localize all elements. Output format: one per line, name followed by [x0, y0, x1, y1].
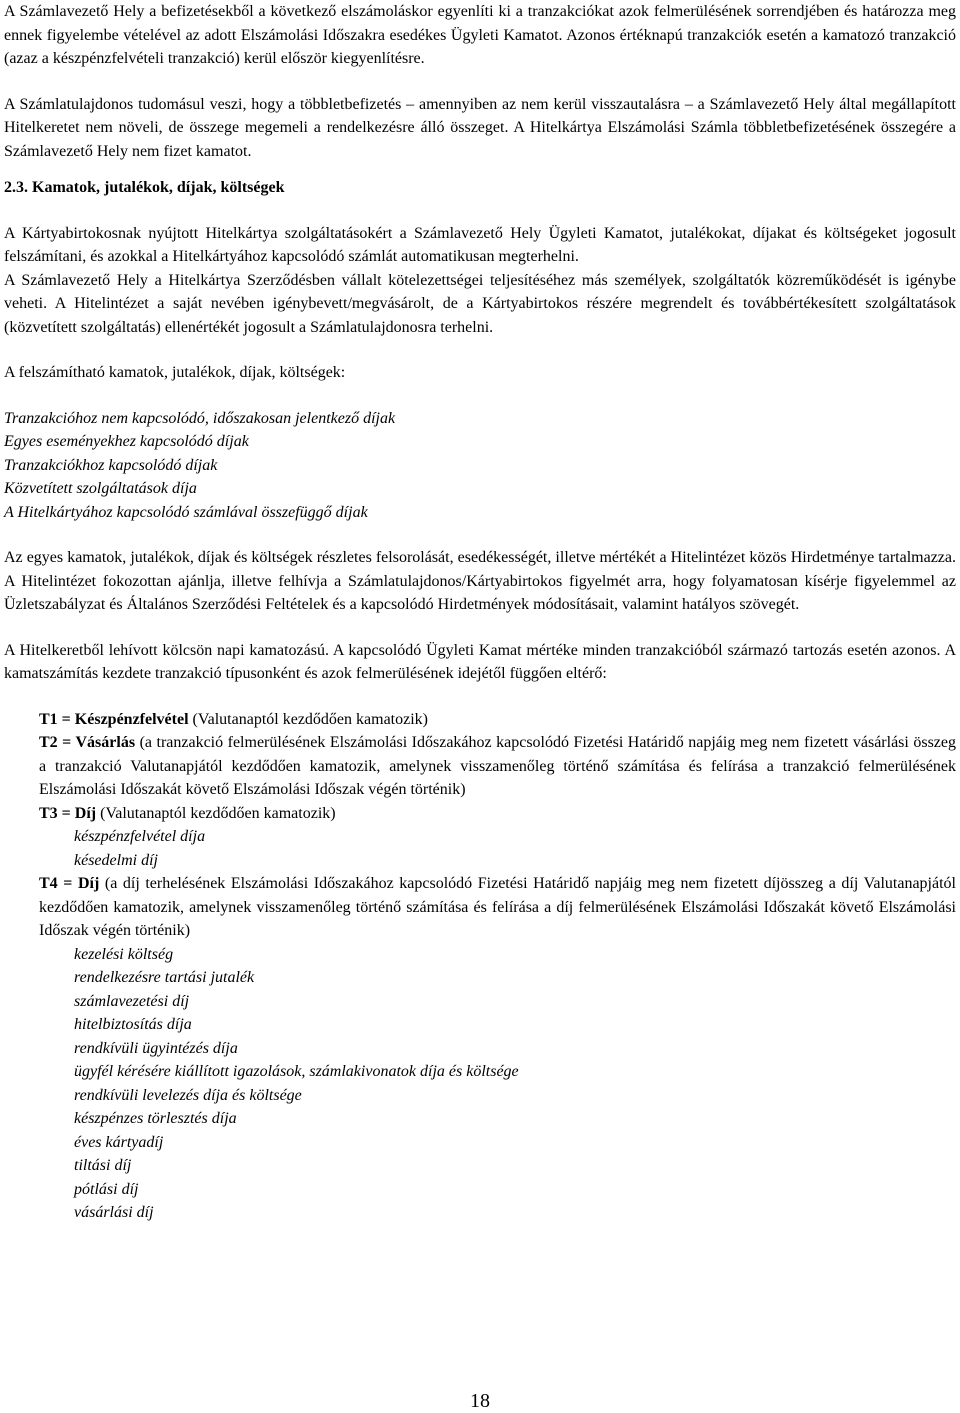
page-number: 18 [470, 1390, 490, 1412]
list-item: Tranzakciókhoz kapcsolódó díjak [4, 456, 218, 474]
list-item: pótlási díj [74, 1180, 139, 1198]
paragraph-intermediary-services: A Számlavezető Hely a Hitelkártya Szerződésben vállalt kötelezettségei teljesítéséhez más személyek, szolgáltatók közreműködését is igénybe veheti. A Hitelintézet a saját nevében igénybevett/megvásárolt, de a Kártyabirtokos részére megrendelt és továbbértékesített szolgáltatások (közvetített szolgáltatás) ellenértékét jogosult a Számlatulajdonosra terhelni. [4, 271, 956, 336]
paragraph-overpayment: A Számlatulajdonos tudomásul veszi, hogy a többletbefizetés – amennyiben az nem kerül visszautalásra – a Számlavezető Hely által megállapított Hitelkeretet nem növeli, de összege megemeli a rendelkezésre álló összeget. A Hitelkártya Elszámolási Számla többletbefizetésének összegére a Számlavezető Hely nem fizet kamatot. [4, 95, 956, 160]
transaction-type-list [39, 708, 956, 1225]
t4-text: (a díj terhelésének Elszámolási Időszakához kapcsolódó Fizetési Határidő napjáig meg nem fizetett díjösszeg a díj Valutanapjától kezdődően kamatozik, amelynek visszamenőleg történő számítása és felírása a díj felmerülésének Elszámolási Időszakát követő Elszámolási Időszak végén történik) [39, 875, 956, 939]
list-item: kezelési költség [74, 945, 174, 963]
list-item: Közvetített szolgáltatások díja [4, 480, 197, 497]
list-item: Egyes eseményekhez kapcsolódó díjak [4, 433, 249, 450]
list-item: A Hitelkártyához kapcsolódó számlával összefüggő díjak [4, 503, 368, 521]
list-item: számlavezetési díj [74, 992, 190, 1010]
list-item: hitelbiztosítás díja [74, 1016, 192, 1033]
t1-text: (Valutanaptól kezdődően kamatozik) [188, 710, 428, 728]
t3-code: T3 = Díj [39, 804, 97, 822]
list-item: Tranzakcióhoz nem kapcsolódó, időszakosan jelentkező díjak [4, 409, 396, 427]
t1-item [39, 708, 956, 732]
list-item: késedelmi díj [74, 851, 158, 869]
t4-item [39, 872, 956, 943]
list-item: vásárlási díj [74, 1204, 154, 1221]
fee-category-list [4, 407, 956, 525]
t2-text: (a tranzakció felmerülésének Elszámolási Időszakához kapcsolódó Fizetési Határidő napjáig meg nem fizetett vásárlási összeg a tranzakció Valutanapjától kezdődően kamatozik, amelynek visszamenőleg történő számítása és felírása a tranzakció felmerülésének Elszámolási Időszakát követő Elszámolási Időszak végén történik) [39, 734, 956, 798]
list-item: rendkívüli ügyintézés díja [74, 1039, 238, 1057]
document-page [4, 0, 956, 1225]
paragraph-daily-interest: A Hitelkeretből lehívott kölcsön napi kamatozású. A kapcsolódó Ügyleti Kamat mértéke minden tranzakcióból származó tartozás esetén azonos. A kamatszámítás kezdete tranzakció típusonként és azok felmerülésének idejétől függően eltérő: [4, 641, 956, 682]
t4-code: T4 = Díj [39, 875, 100, 892]
paragraph-fee-list-intro: A felszámítható kamatok, jutalékok, díjak, költségek: [4, 364, 346, 381]
t4-fee-list [74, 943, 956, 1225]
t3-item [39, 802, 956, 826]
list-item: ügyfél kérésére kiállított igazolások, számlakivonatok díja és költsége [74, 1063, 519, 1080]
t3-fee-list [74, 825, 956, 872]
list-item: éves kártyadíj [74, 1133, 164, 1151]
paragraph-fees-right: A Kártyabirtokosnak nyújtott Hitelkártya szolgáltatásokért a Számlavezető Hely Ügyleti Kamatot, jutalékokat, díjakat és költségeket jogosult felszámítani, és azokkal a Hitelkártyához kapcsolódó számlát automatikusan megterhelni. [4, 224, 956, 265]
t3-text: (Valutanaptól kezdődően kamatozik) [96, 804, 336, 822]
list-item: készpénzes törlesztés díja [74, 1110, 237, 1127]
list-item: készpénzfelvétel díja [74, 828, 206, 845]
t2-item [39, 731, 956, 802]
t2-code: T2 = Vásárlás [39, 734, 136, 751]
paragraph-settlement-order: A Számlavezető Hely a befizetésekből a következő elszámoláskor egyenlíti ki a tranzakciókat azok felmerülésének sorrendjében és határozza meg ennek figyelembe vételével az adott Elszámolási Időszakra esedékes Ügyleti Kamatot. Azonos értéknapú tranzakciók esetén a kamatozó tranzakció (azaz a készpénzfelvételi tranzakció) kerül először kiegyenlítésre. [4, 3, 956, 67]
list-item: tiltási díj [74, 1157, 132, 1174]
section-heading: 2.3. Kamatok, jutalékok, díjak, költségek [4, 179, 285, 196]
t1-code: T1 = Készpénzfelvétel [39, 710, 189, 728]
list-item: rendelkezésre tartási jutalék [74, 969, 255, 986]
paragraph-details-announcement: Az egyes kamatok, jutalékok, díjak és költségek részletes felsorolását, esedékességét, illetve mértékét a Hitelintézet közös Hirdetménye tartalmazza. A Hitelintézet fokozottan ajánlja, illetve felhívja a Számlatulajdonos/Kártyabirtokos figyelmét arra, hogy folyamatosan kísérje figyelemmel az Üzletszabályzat és Általános Szerződési Feltételek és a kapcsolódó Hirdetmények módosításait, valamint hatályos szövegét. [4, 549, 956, 613]
list-item: rendkívüli levelezés díja és költsége [74, 1086, 302, 1104]
